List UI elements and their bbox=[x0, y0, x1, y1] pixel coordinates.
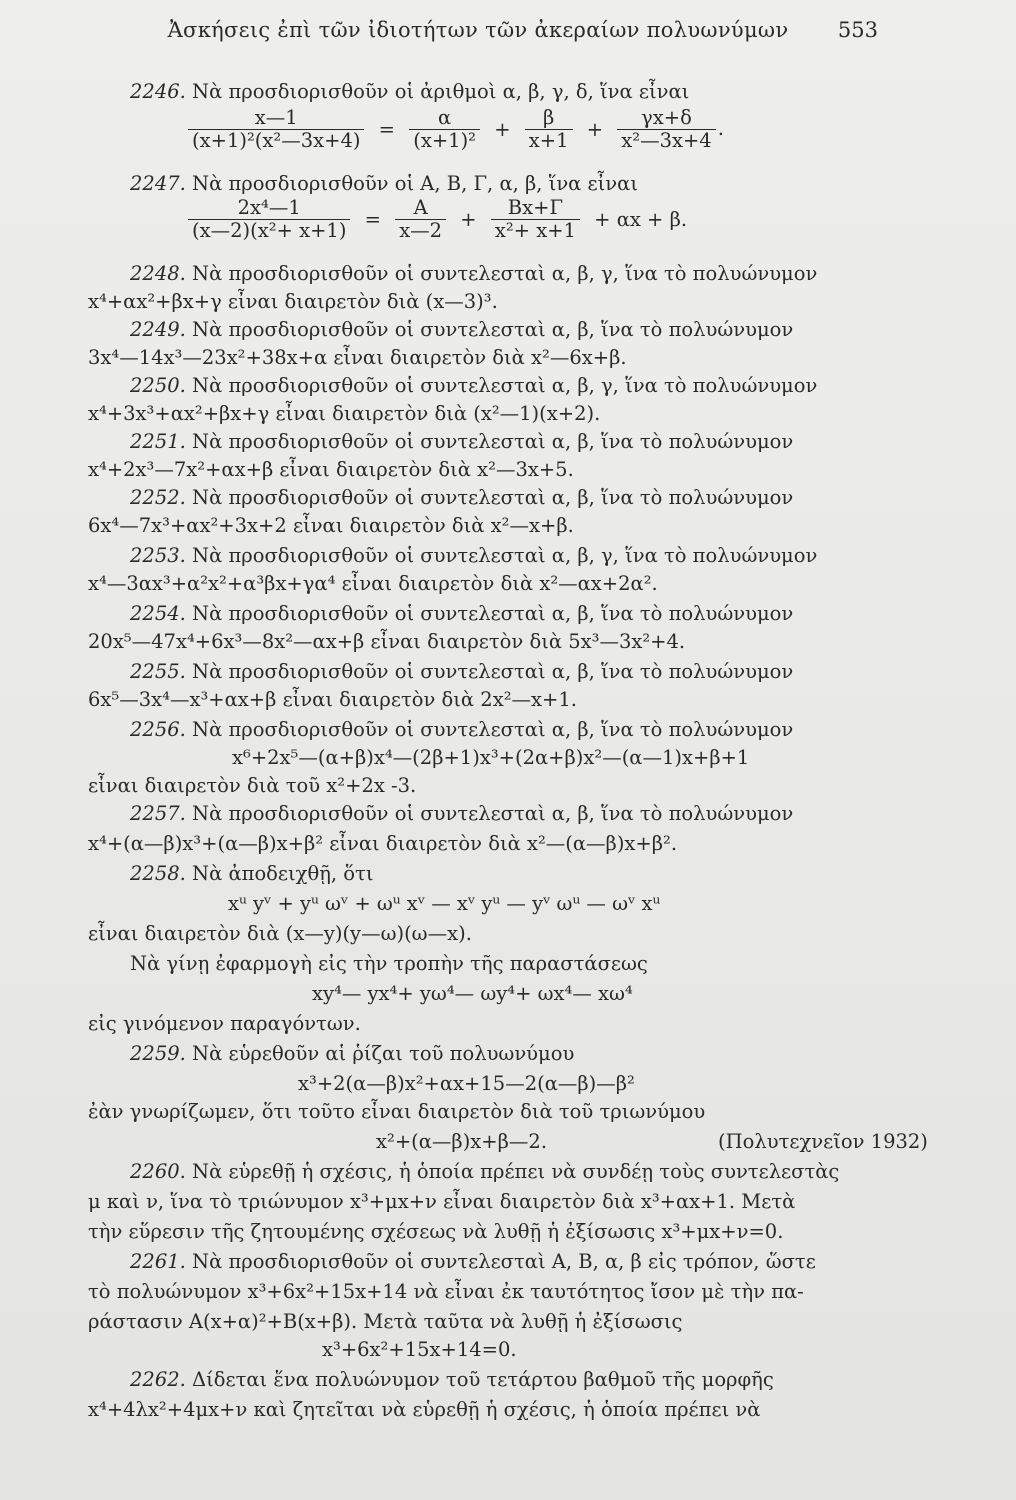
exercise-2261-line2: τὸ πολυώνυμον x³+6x²+15x+14 νὰ εἶναι ἐκ ταυτότητος ἴσον μὲ τὴν πα- bbox=[88, 1280, 804, 1303]
exercise-2252 bbox=[130, 486, 793, 510]
exercise-2258 bbox=[130, 862, 373, 886]
exercise-number: 2255. bbox=[130, 660, 186, 683]
exercise-2261-line3: ράστασιν Α(x+α)²+Β(x+β). Μετὰ ταῦτα νὰ λυθῇ ἡ ἐξίσωσις bbox=[88, 1310, 683, 1333]
exercise-2258-line6: εἰς γινόμενον παραγόντων. bbox=[88, 1012, 361, 1035]
exercise-number: 2254. bbox=[130, 602, 186, 625]
exercise-text: Νὰ προσδιορισθοῦν οἱ συντελεσταὶ α, β, ἵνα τὸ πολυώνυμον bbox=[192, 718, 794, 741]
exercise-2259 bbox=[130, 1042, 574, 1066]
exercise-number: 2253. bbox=[130, 544, 186, 567]
exercise-number: 2261. bbox=[130, 1250, 186, 1273]
exercise-number: 2262. bbox=[130, 1368, 186, 1391]
exercise-number: 2257. bbox=[130, 802, 186, 825]
exercise-text: Νὰ προσδιορισθοῦν οἱ συντελεσταὶ α, β, ἵνα τὸ πολυώνυμον bbox=[192, 486, 794, 509]
exercise-text: Νὰ προσδιορισθοῦν οἱ συντελεσταὶ α, β, ἵνα τὸ πολυώνυμον bbox=[192, 430, 794, 453]
exercise-2259-formula: x³+2(α—β)x²+αx+15—2(α—β)—β² bbox=[298, 1072, 635, 1095]
exercise-2251 bbox=[130, 430, 793, 454]
exercise-2253-line2: x⁴—3αx³+α²x²+α³βx+γα⁴ εἶναι διαιρετὸν διὰ x²—αx+2α². bbox=[88, 572, 658, 595]
numerator: α bbox=[409, 108, 480, 130]
exercise-number: 2252. bbox=[130, 486, 186, 509]
fraction bbox=[525, 108, 573, 151]
exercise-2258-formula: xᵘ yᵛ + yᵘ ωᵛ + ωᵘ xᵛ — xᵛ yᵘ — yᵛ ωᵘ — ωᵛ xᵘ bbox=[228, 892, 661, 915]
exercise-text: Νὰ προσδιορισθοῦν οἱ ἀριθμοὶ α, β, γ, δ, ἵνα εἶναι bbox=[192, 80, 690, 103]
exercise-number: 2250. bbox=[130, 374, 186, 397]
exercise-number: 2256. bbox=[130, 718, 186, 741]
fraction bbox=[395, 198, 446, 241]
exercise-2255 bbox=[130, 660, 793, 684]
fraction bbox=[617, 108, 715, 151]
exercise-2262-line2: x⁴+4λx²+4μx+ν καὶ ζητεῖται νὰ εὑρεθῇ ἡ σχέσις, ἡ ὁποία πρέπει νὰ bbox=[88, 1398, 761, 1421]
exercise-text: Νὰ εὑρεθῇ ἡ σχέσις, ἡ ὁποία πρέπει νὰ συνδέῃ τοὺς συντελεστὰς bbox=[192, 1160, 840, 1183]
exercise-number: 2247. bbox=[130, 172, 186, 195]
exercise-text: Νὰ προσδιορισθοῦν οἱ συντελεσταὶ α, β, ἵνα τὸ πολυώνυμον bbox=[192, 802, 794, 825]
exercise-2257-line2: x⁴+(α—β)x³+(α—β)x+β² εἶναι διαιρετὸν διὰ x²—(α—β)x+β². bbox=[88, 832, 678, 855]
exercise-text: Νὰ προσδιορισθοῦν οἱ συντελεσταὶ α, β, γ, ἵνα τὸ πολυώνυμον bbox=[192, 374, 818, 397]
denominator: x+1 bbox=[528, 129, 569, 152]
exercise-2259-formula2: x²+(α—β)x+β—2. bbox=[376, 1130, 548, 1153]
exercise-2250-line2: x⁴+3x³+αx²+βx+γ εἶναι διαιρετὸν διὰ (x²—1)(x+2). bbox=[88, 402, 601, 425]
numerator: β bbox=[525, 108, 573, 130]
exercise-number: 2248. bbox=[130, 262, 186, 285]
numerator: x—1 bbox=[188, 108, 364, 130]
exercise-text: Νὰ προσδιορισθοῦν οἱ συντελεσταὶ α, β, ἵνα τὸ πολυώνυμον bbox=[192, 602, 794, 625]
equation-2246: $\frac{x—1}{\text{(x+1)²(x²—3x+4)}}$ = $\frac{\alpha}{\text{(x+1)²}}$ + $\frac{\beta}{x+1}$ + $\frac{\gamma x+\delta}{\text{x²—3x+4}}$ . bbox=[186, 108, 724, 151]
exercise-2260-line2: μ καὶ ν, ἵνα τὸ τριώνυμον x³+μx+ν εἶναι διαιρετὸν διὰ x³+αx+1. Μετὰ bbox=[88, 1190, 796, 1213]
exercise-text: Νὰ προσδιορισθοῦν οἱ συντελεσταὶ α, β, ἵνα τὸ πολυώνυμον bbox=[192, 318, 794, 341]
denominator: (x+1)²(x²—3x+4) bbox=[192, 129, 361, 152]
exercise-2246 bbox=[130, 80, 689, 104]
exercise-2260 bbox=[130, 1160, 839, 1184]
exercise-number: 2260. bbox=[130, 1160, 186, 1183]
equation-tail: + αx + β. bbox=[594, 208, 688, 231]
denominator: x²+ x+1 bbox=[494, 219, 576, 242]
exercise-text: Νὰ ἀποδειχθῇ, ὅτι bbox=[192, 862, 374, 885]
page-number: 553 bbox=[837, 18, 878, 42]
exercise-text: Νὰ προσδιορισθοῦν οἱ συντελεσταὶ α, β, ἵνα τὸ πολυώνυμον bbox=[192, 660, 794, 683]
fraction bbox=[491, 198, 580, 241]
exercise-2255-line2: 6x⁵—3x⁴—x³+αx+β εἶναι διαιρετὸν διὰ 2x²—x+1. bbox=[88, 688, 577, 711]
denominator: (x+1)² bbox=[413, 129, 476, 152]
exercise-2256-line3: εἶναι διαιρετὸν διὰ τοῦ x²+2x -3. bbox=[88, 774, 417, 797]
exercise-text: Νὰ προσδιορισθοῦν οἱ συντελεσταὶ α, β, γ, ἵνα τὸ πολυώνυμον bbox=[192, 544, 818, 567]
exercise-2249 bbox=[130, 318, 793, 342]
exercise-2249-line2: 3x⁴—14x³—23x²+38x+α εἶναι διαιρετὸν διὰ x²—6x+β. bbox=[88, 346, 627, 369]
exercise-number: 2259. bbox=[130, 1042, 186, 1065]
exercise-number: 2246. bbox=[130, 80, 186, 103]
exercise-2254-line2: 20x⁵—47x⁴+6x³—8x²—αx+β εἶναι διαιρετὸν διὰ 5x³—3x²+4. bbox=[88, 630, 686, 653]
exercise-2248-line2: x⁴+αx²+βx+γ εἶναι διαιρετὸν διὰ (x—3)³. bbox=[88, 290, 498, 313]
exercise-2252-line2: 6x⁴—7x³+αx²+3x+2 εἶναι διαιρετὸν διὰ x²—x+β. bbox=[88, 514, 574, 537]
exercise-text: Δίδεται ἕνα πολυώνυμον τοῦ τετάρτου βαθμοῦ τῆς μορφῆς bbox=[192, 1368, 774, 1391]
denominator: x—2 bbox=[399, 219, 443, 242]
fraction bbox=[409, 108, 480, 151]
numerator: 2x⁴—1 bbox=[188, 198, 350, 220]
exercise-2262 bbox=[130, 1368, 774, 1392]
exercise-2247 bbox=[130, 172, 638, 196]
exercise-2251-line2: x⁴+2x³—7x²+αx+β εἶναι διαιρετὸν διὰ x²—3x+5. bbox=[88, 458, 574, 481]
exercise-2256 bbox=[130, 718, 793, 742]
exercise-2253 bbox=[130, 544, 817, 568]
exercise-2259-source: (Πολυτεχνεῖον 1932) bbox=[718, 1130, 928, 1153]
equation-2247: $\frac{\text{2x⁴—1}}{\text{(x—2)(x²+ x+1)}}$ = $\frac{A}{x—2}$ + $\frac{Bx+\Gamma}{\text{x²+ x+1}}$ + αx + β. bbox=[186, 198, 693, 241]
numerator: Bx+Γ bbox=[491, 198, 580, 220]
exercise-2261-formula: x³+6x²+15x+14=0. bbox=[322, 1338, 517, 1361]
denominator: (x—2)(x²+ x+1) bbox=[192, 219, 347, 242]
exercise-2258-formula2: xy⁴— yx⁴+ yω⁴— ωy⁴+ ωx⁴— xω⁴ bbox=[312, 982, 633, 1005]
exercise-text: Νὰ εὑρεθοῦν αἱ ῥίζαι τοῦ πολυωνύμου bbox=[192, 1042, 575, 1065]
numerator: Α bbox=[395, 198, 446, 220]
exercise-2254 bbox=[130, 602, 793, 626]
exercise-2258-line4: Νὰ γίνῃ ἐφαρμογὴ εἰς τὴν τροπὴν τῆς παραστάσεως bbox=[130, 952, 648, 975]
exercise-2248 bbox=[130, 262, 817, 286]
exercise-2256-formula: x⁶+2x⁵—(α+β)x⁴—(2β+1)x³+(2α+β)x²—(α—1)x+β+1 bbox=[232, 746, 750, 769]
exercise-text: Νὰ προσδιορισθοῦν οἱ συντελεσταὶ α, β, γ, ἵνα τὸ πολυώνυμον bbox=[192, 262, 818, 285]
exercise-number: 2258. bbox=[130, 862, 186, 885]
exercise-text: Νὰ προσδιορισθοῦν οἱ συντελεσταὶ Α, Β, α, β εἰς τρόπον, ὥστε bbox=[192, 1250, 816, 1273]
exercise-2261 bbox=[130, 1250, 816, 1274]
exercise-2259-line3: ἐὰν γνωρίζωμεν, ὅτι τοῦτο εἶναι διαιρετὸν διὰ τοῦ τριωνύμου bbox=[88, 1100, 706, 1123]
exercise-text: Νὰ προσδιορισθοῦν οἱ Α, Β, Γ, α, β, ἵνα εἶναι bbox=[192, 172, 638, 195]
numerator: γx+δ bbox=[617, 108, 715, 130]
exercise-2257 bbox=[130, 802, 793, 826]
exercise-2260-line3: τὴν εὕρεσιν τῆς ζητουμένης σχέσεως νὰ λυθῇ ἡ ἐξίσωσις x³+μx+ν=0. bbox=[88, 1220, 784, 1243]
running-header: Ἀσκήσεις ἐπὶ τῶν ἰδιοτήτων τῶν ἀκεραίων πολυωνύμων bbox=[167, 18, 789, 42]
fraction bbox=[188, 108, 364, 151]
fraction bbox=[188, 198, 350, 241]
exercise-2250 bbox=[130, 374, 817, 398]
exercise-number: 2251. bbox=[130, 430, 186, 453]
exercise-number: 2249. bbox=[130, 318, 186, 341]
denominator: x²—3x+4 bbox=[621, 129, 712, 152]
exercise-2258-line3: εἶναι διαιρετὸν διὰ (x—y)(y—ω)(ω—x). bbox=[88, 922, 472, 945]
